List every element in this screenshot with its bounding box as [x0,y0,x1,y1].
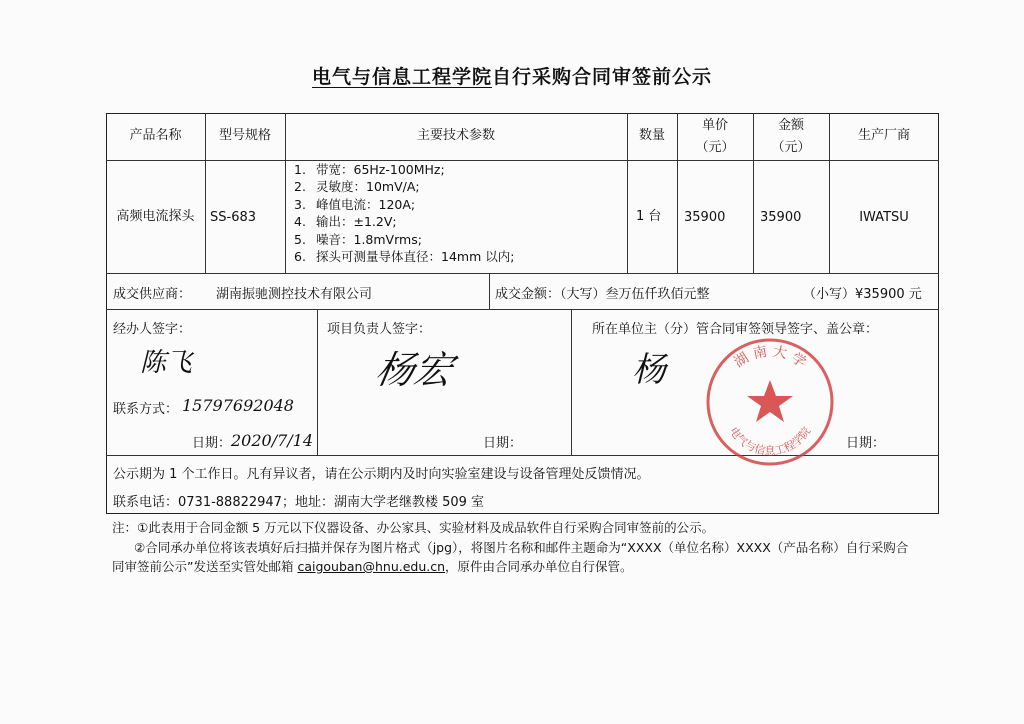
notice-line-2: 联系电话：0731-88822947；地址：湖南大学老继教楼 509 室 [113,495,485,510]
seal-text-top: 湖 南 大 学 [731,343,809,371]
footnote-2: ②合同承办单位将该表填好后扫描并保存为图片格式（jpg），将图片名称和邮件主题命为“XXXX（单位名称）XXXX（产品名称）自行采购合 [134,540,909,555]
svg-text:电气与信息工程学院 [727,424,814,457]
pm-date-label: 日期： [483,436,523,451]
seal-star-icon [747,380,793,422]
supplier-label: 成交供应商： [113,287,192,302]
header-maker: 生产厂商 [857,128,910,143]
header-model: 型号规格 [218,128,271,143]
param-item: 2. 灵敏度：10mV/A; [294,179,420,195]
param-item: 1. 带宽：65Hz-100MHz; [294,162,445,177]
handler-signature: 陈飞 [140,348,193,378]
leader-signature: 杨 [632,350,666,390]
header-qty: 数量 [638,128,665,143]
col-divider [571,309,572,455]
product-maker: IWATSU [859,210,909,225]
notice-line-1: 公示期为 1 个工作日。凡有异议者，请在公示期内及时向实验室建设与设备管理处反馈情况。 [113,467,650,482]
supplier-name: 湖南振驰测控技术有限公司 [216,287,373,302]
footnote-3: 同审签前公示”发送至实管处邮箱 caigouban@hnu.edu.cn，原件由合同承办单位自行保管。 [112,559,633,574]
contact-label: 联系方式： [113,402,179,417]
param-item: 5. 噪音：1.8mVrms; [294,231,422,247]
page-title: 电气与信息工程学院自行采购合同审签前公示 [311,66,713,88]
handler-label: 经办人签字： [113,322,192,337]
param-item: 4. 输出：±1.2V; [294,214,397,230]
header-unit-price-unit: （元） [695,140,735,155]
col-divider [753,113,754,273]
header-amount-unit: （元） [771,140,811,155]
handler-date-label: 日期： [192,436,232,451]
official-seal [700,332,840,472]
product-qty: 1 台 [636,209,662,224]
header-amount: 金额 [777,118,804,133]
col-divider [489,273,490,309]
leader-date-label: 日期： [846,436,886,451]
param-list [294,161,514,265]
product-unit-price: 35900 [684,210,726,225]
product-amount: 35900 [760,210,802,225]
deal-amount-capital: 成交金额：（大写）叁万伍仟玖佰元整 [495,287,710,302]
header-unit-price: 单价 [701,118,728,133]
pm-label: 项目负责人签字： [327,322,432,337]
param-item: 6. 探头可测量导体直径：14mm 以内; [294,249,515,265]
deal-amount-small: （小写）¥35900 元 [803,287,922,302]
param-item: 3. 峰值电流：120A; [294,196,416,212]
header-product-name: 产品名称 [129,128,182,143]
row-divider [106,273,939,274]
pm-signature: 杨宏 [372,348,457,392]
product-model: SS-683 [210,210,257,225]
header-params: 主要技术参数 [416,128,495,143]
product-name: 高频电流探头 [116,209,195,224]
contact-value: 15797692048 [182,396,294,415]
footnote-1: 注：①此表用于合同金额 5 万元以下仪器设备、办公家具、实验材料及成品软件自行采购合同审签前的公示。 [112,520,715,535]
row-divider [106,160,939,161]
handler-date: 2020/7/14 [231,431,314,450]
col-divider [677,113,678,273]
col-divider [317,309,318,455]
row-divider [106,309,939,310]
email-link[interactable]: caigouban@hnu.edu.cn [297,559,446,574]
seal-text-bottom: 电气与信息工程学院 [726,424,814,458]
leader-label: 所在单位主（分）管合同审签领导签字、盖公章： [592,322,879,337]
